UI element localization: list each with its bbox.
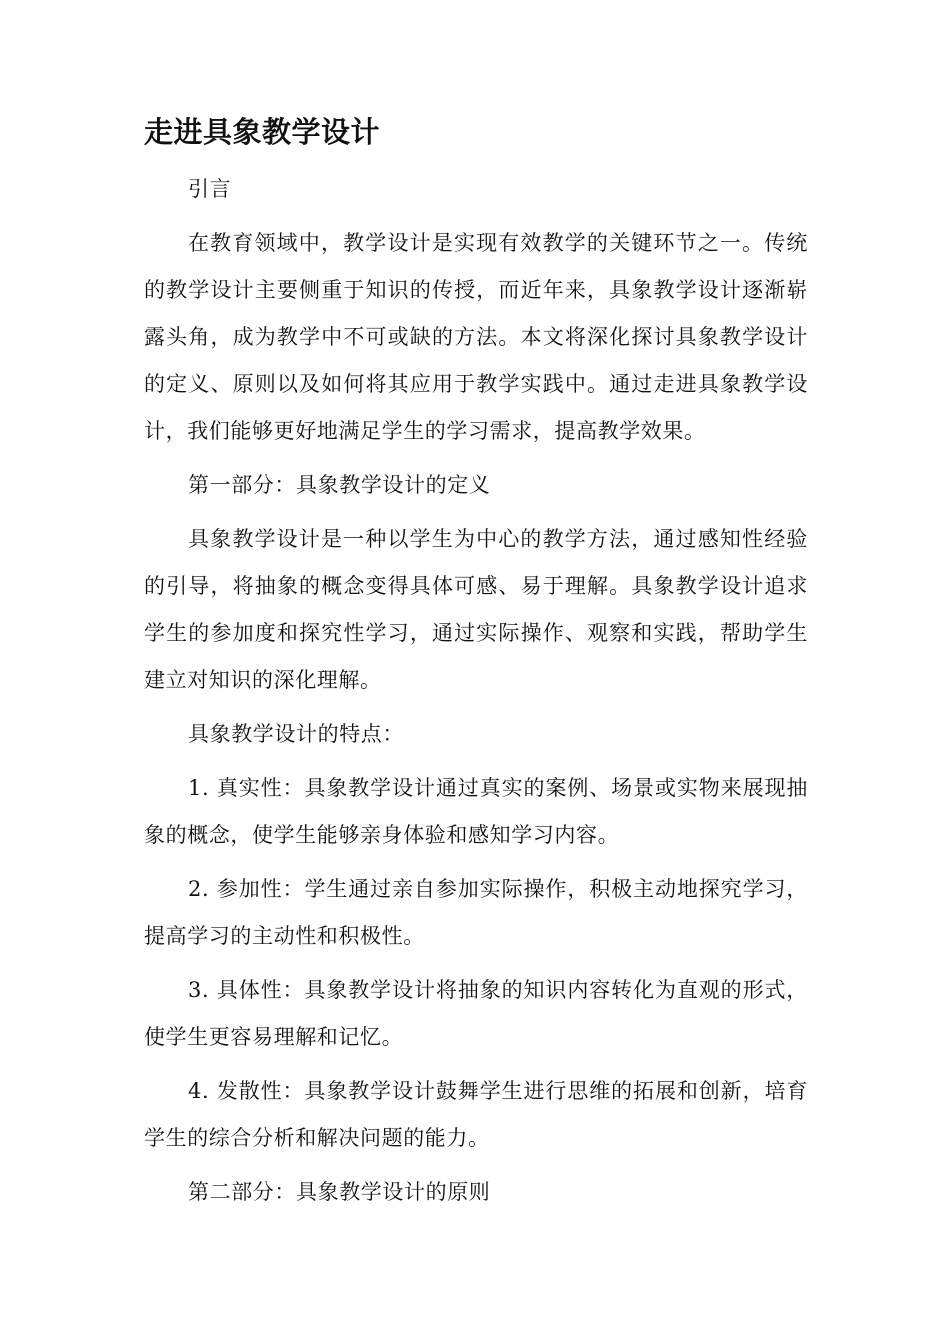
paragraph-definition-body: 具象教学设计是一种以学生为中心的教学方法，通过感知性经验的引导，将抽象的概念变得具体可感、易于理解。具象教学设计追求学生的参加度和探究性学习，通过实际操作、观察和实践，帮助学生建立对知识的深化理解。	[144, 527, 808, 692]
paragraph-intro-body: 在教育领域中，教学设计是实现有效教学的关键环节之一。传统的教学设计主要侧重于知识的传授，而近年来，具象教学设计逐渐崭露头角，成为教学中不可或缺的方法。本文将深化探讨具象教学设计的定义、原则以及如何将其应用于教学实践中。通过走进具象教学设计，我们能够更好地满足学生的学习需求，提高教学效果。	[144, 231, 808, 443]
section-heading-principles: 第二部分：具象教学设计的原则	[188, 1180, 491, 1204]
list-item-feature-3: 3. 具体性：具象教学设计将抽象的知识内容转化为直观的形式，使学生更容易理解和记忆。	[144, 978, 808, 1049]
section-heading-definition: 第一部分：具象教学设计的定义	[188, 473, 491, 497]
list-item-feature-2: 2. 参加性：学生通过亲自参加实际操作，积极主动地探究学习，提高学习的主动性和积极性。	[144, 877, 808, 948]
document-title: 走进具象教学设计	[144, 115, 381, 149]
document-page	[144, 112, 808, 1223]
list-item-feature-4: 4. 发散性：具象教学设计鼓舞学生进行思维的拓展和创新，培育学生的综合分析和解决问题的能力。	[144, 1079, 808, 1150]
list-item-feature-1: 1. 真实性：具象教学设计通过真实的案例、场景或实物来展现抽象的概念，使学生能够亲身体验和感知学习内容。	[144, 776, 808, 847]
paragraph-features-heading: 具象教学设计的特点：	[188, 722, 404, 746]
paragraph-intro-heading: 引言	[188, 177, 232, 201]
